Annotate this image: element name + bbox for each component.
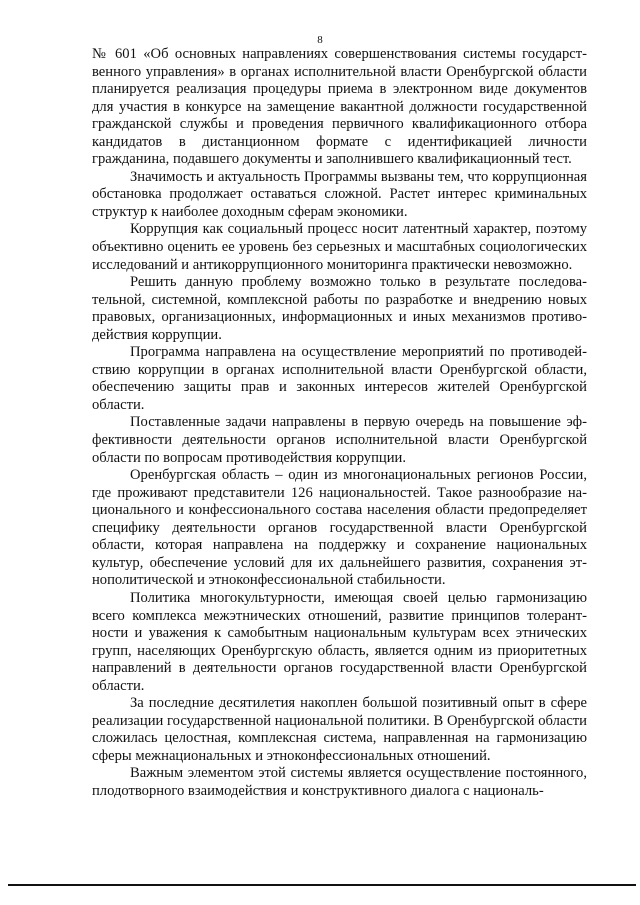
paragraph: Важным элементом этой системы является осуществление постоянного, плодотворного взаимодействия и конструктивного диалога с националь-	[92, 765, 587, 799]
paragraph: Политика многокультурности, имеющая своей целью гармонизацию всего комплекса межэтнических отношений, развитие принципов толерантности и уважения к самобытным национальным культурам всех этнических групп, населяющих Оренбургскую область, является одним из приоритетных направлений в деятельности органов государственной власти Оренбургской области.	[92, 589, 587, 694]
paragraph: За последние десятилетия накоплен большой позитивный опыт в сфере реализации государственной национальной политики. В Оренбургской области сложилась целостная, комплексная система, направленная на гармонизацию сферы межнациональных и этноконфессиональных отношений.	[92, 695, 587, 764]
paragraph: Поставленные задачи направлены в первую очередь на повышение эффективности деятельности органов исполнительной власти Оренбургской области по вопросам противодействия коррупции.	[92, 414, 587, 466]
paragraph: Коррупция как социальный процесс носит латентный характер, поэтому объективно оценить ее уровень без серьезных и масштабных социологических исследований и антикоррупционного мониторинга практически невозможно.	[92, 221, 587, 273]
document-body	[92, 46, 587, 801]
paragraph: Оренбургская область – один из многонациональных регионов России, где проживают представители 126 национальностей. Такое разнообразие национального и конфессионального состава населения области предопределяет специфику деятельности органов государственной власти Оренбургской области, которая направлена на поддержку и сохранение национальных культур, обеспечение условий для их дальнейшего развития, сохранения этнополитической и этноконфессиональной стабильности.	[92, 467, 587, 589]
page-number: 8	[317, 34, 323, 46]
paragraph: Значимость и актуальность Программы вызваны тем, что коррупционная обстановка продолжает оставаться сложной. Растет интерес криминальных структур к наиболее доходным сферам экономики.	[92, 168, 587, 220]
paragraph: Решить данную проблему возможно только в результате последовательной, системной, комплексной работы по разработке и внедрению новых правовых, организационных, информационных и иных механизмов противодействия коррупции.	[92, 274, 587, 343]
paragraph: Программа направлена на осуществление мероприятий по противодействию коррупции в органах исполнительной власти Оренбургской области, обеспечению защиты прав и законных интересов жителей Оренбургской области.	[92, 344, 587, 413]
page-bottom-edge	[8, 884, 636, 886]
paragraph: № 601 «Об основных направлениях совершенствования системы государственного управления» в органах исполнительной власти Оренбургской области планируется реализация процедуры приема в электронном виде документов для участия в конкурсе на замещение вакантной должности государственной гражданской службы и проведения первичного квалификационного отбора кандидатов в дистанционном формате с идентификацией личности гражданина, подавшего документы и заполнившего квалификационный тест.	[92, 46, 587, 168]
